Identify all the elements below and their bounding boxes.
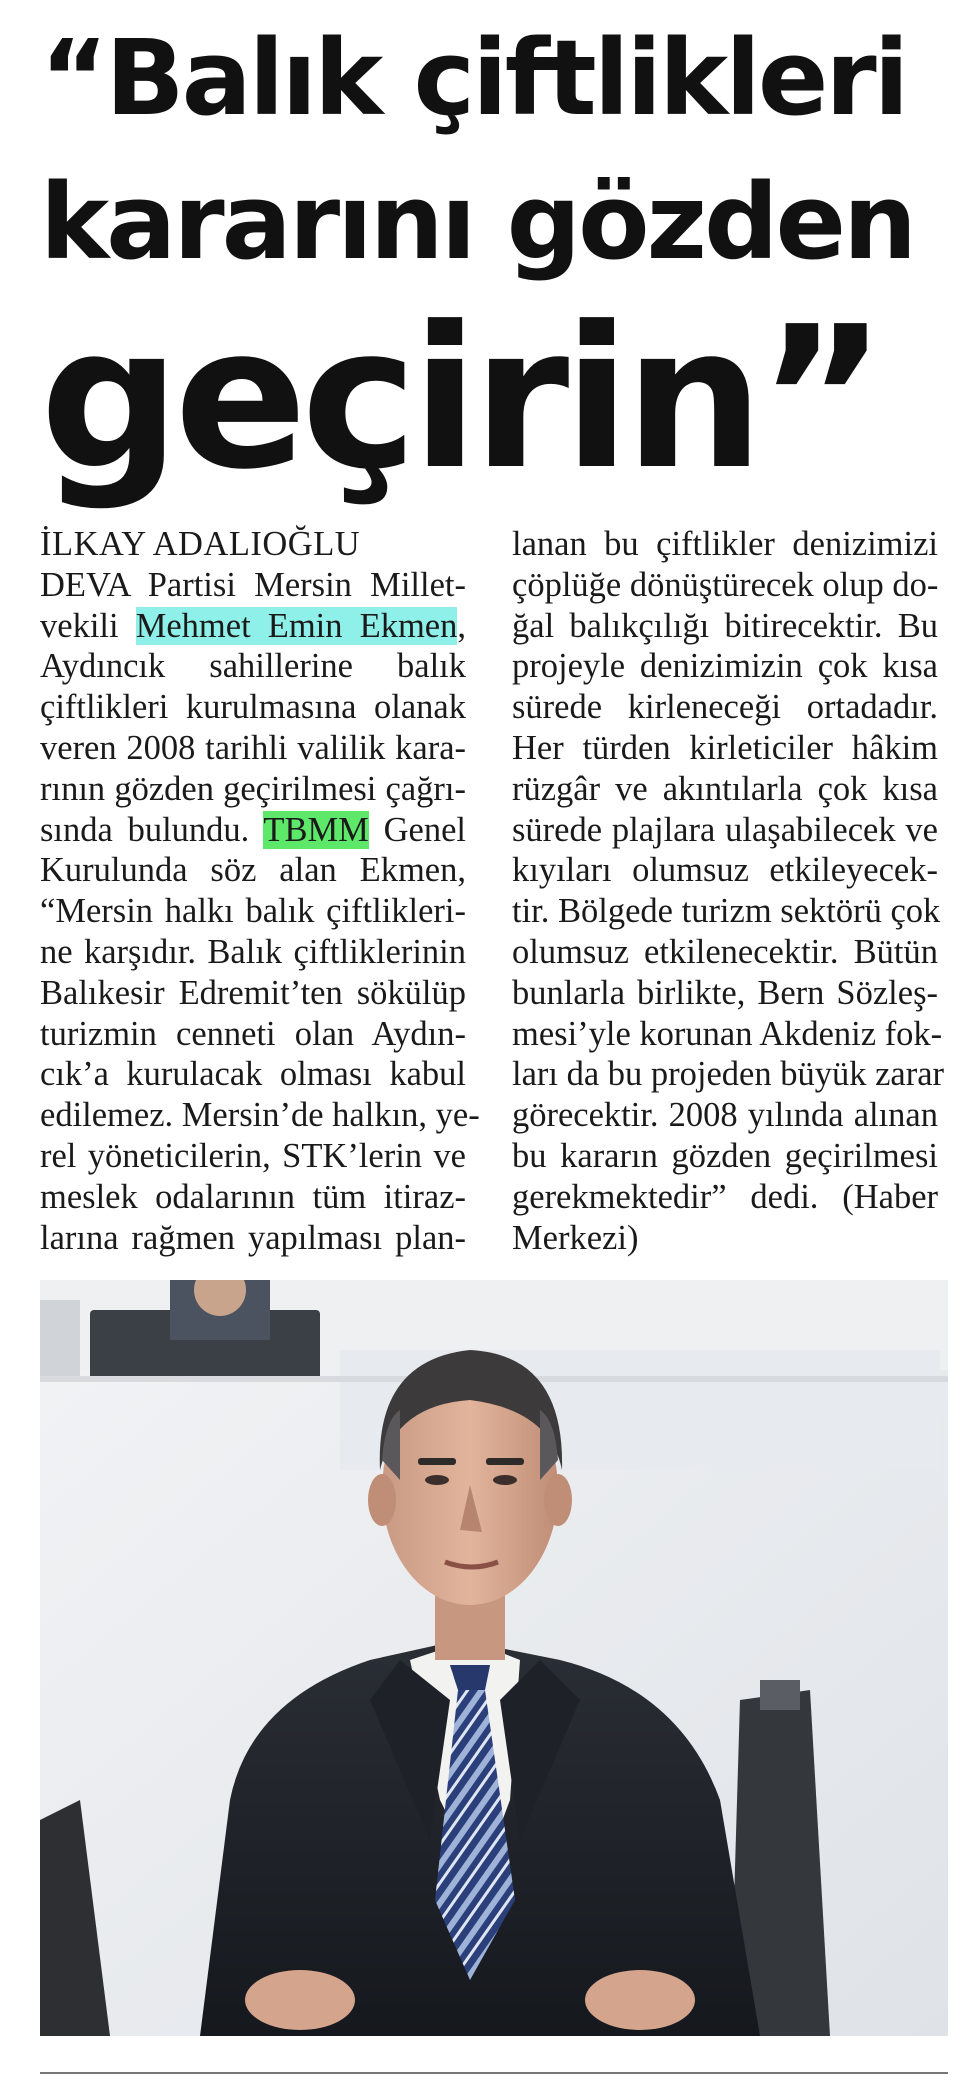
body-line: edilemez. Mersin’de halkın, ye- xyxy=(40,1096,480,1135)
headline-line-1: “Balık çiftlikleri xyxy=(40,17,907,139)
body-line: veren 2008 tarihli valilik kara- xyxy=(40,728,466,767)
body-line: Her türden kirleticiler hâkim xyxy=(512,728,938,767)
body-line: “Mersin halkı balık çiftlikleri- xyxy=(40,892,466,931)
body-text: , xyxy=(457,606,466,645)
article-column-right xyxy=(512,524,945,1258)
body-line: ları da bu projeden büyük zarar xyxy=(512,1055,945,1094)
body-line: rel yöneticilerin, STK’lerin ve xyxy=(40,1136,466,1175)
body-text: sında bulundu. xyxy=(40,810,264,849)
body-line: DEVA Partisi Mersin Millet- xyxy=(40,565,466,604)
headline-line-2: kararını gözden xyxy=(40,161,915,283)
body-line xyxy=(40,810,466,851)
organization-name: TBMM xyxy=(263,810,369,849)
bottom-rule xyxy=(40,2072,948,2074)
body-line: çiftlikleri kurulmasına olanak xyxy=(40,688,466,727)
body-line: mesi’yle korunan Akdeniz fok- xyxy=(512,1014,943,1053)
body-line: ğal balıkçılığı bitirecektir. Bu xyxy=(512,606,938,645)
body-line: meslek odalarının tüm itiraz- xyxy=(40,1177,466,1216)
article-photo xyxy=(40,1280,948,2036)
speaker-photo-illustration xyxy=(40,1280,948,2036)
body-line: turizmin cenneti olan Aydın- xyxy=(40,1014,466,1053)
body-line: Merkezi) xyxy=(512,1218,639,1257)
body-line: gerekmektedir” dedi. (Haber xyxy=(512,1177,938,1216)
body-line: sürede plajlara ulaşabilecek ve xyxy=(512,810,938,849)
body-line: lanan bu çiftlikler denizimizi xyxy=(512,525,938,563)
article-column-left xyxy=(40,524,480,1258)
body-text: Genel xyxy=(368,810,466,849)
politician-name: Mehmet Emin Ekmen xyxy=(135,606,458,645)
body-line: tir. Bölgede turizm sektörü çok xyxy=(512,892,941,931)
body-line: rüzgâr ve akıntılarla çok kısa xyxy=(512,769,938,808)
body-line: Balıkesir Edremit’ten sökülüp xyxy=(40,973,466,1012)
body-line: olumsuz etkilenecektir. Bütün xyxy=(512,932,938,971)
body-line: Kurulunda söz alan Ekmen, xyxy=(40,851,466,890)
body-text: vekili xyxy=(40,606,136,645)
body-line: cık’a kurulacak olması kabul xyxy=(40,1055,466,1094)
body-line: Aydıncık sahillerine balık xyxy=(40,647,466,686)
body-line: sürede kirleneceği ortadadır. xyxy=(512,688,938,727)
body-line: görecektir. 2008 yılında alınan xyxy=(512,1096,938,1135)
body-line xyxy=(40,606,466,647)
headline xyxy=(40,6,940,513)
byline: İLKAY ADALIOĞLU xyxy=(40,525,361,563)
body-line: ne karşıdır. Balık çiftliklerinin xyxy=(40,932,466,971)
body-line: bu kararın gözden geçirilmesi xyxy=(512,1136,938,1175)
headline-line-3: geçirin” xyxy=(40,285,881,513)
body-line: projeyle denizimizin çok kısa xyxy=(512,647,938,686)
body-line: kıyıları olumsuz etkileyecek- xyxy=(512,851,938,890)
body-line: çöplüğe dönüştürecek olup do- xyxy=(512,565,939,604)
body-line: bunlarla birlikte, Bern Sözleş- xyxy=(512,973,938,1012)
body-line: rının gözden geçirilmesi çağrı- xyxy=(40,769,466,808)
body-line: larına rağmen yapılması plan- xyxy=(40,1218,466,1257)
